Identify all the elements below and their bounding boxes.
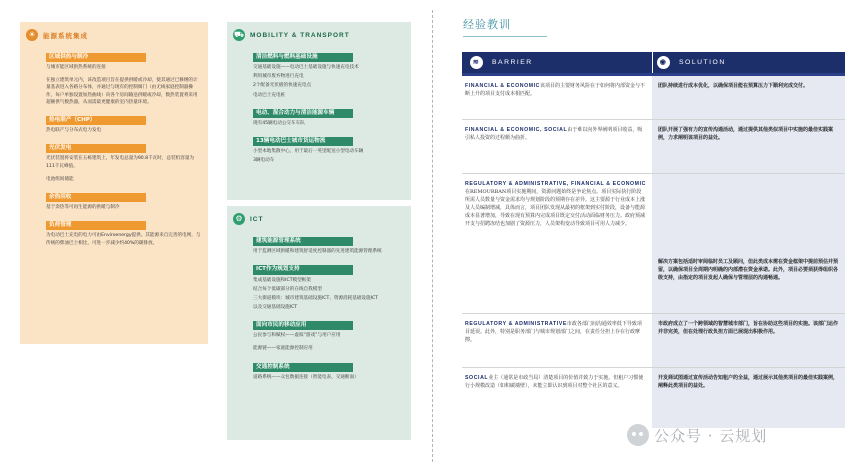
section-text: 集成基础设施和ICT模型框架 [253, 277, 311, 283]
section-text: 热电联产与分布式电力发电 [46, 128, 102, 134]
watermark [627, 424, 767, 446]
section-text: 基于余热等可再生能源的供暖与制冷 [46, 205, 120, 211]
table-row [462, 314, 845, 368]
section-text: 三大街道模块：城市建筑基础设施ICT、资源消耗基础设施ICT [253, 295, 378, 301]
barrier-cell [462, 120, 652, 173]
ict-section [227, 311, 411, 352]
section-text: 为电动巴士充电的电力可由Enviroenergy提供。其能源来自完善的电网，与传统的柴油巴士相比，可进一步减少约40%的碳排放。 [46, 233, 201, 246]
barrier-keyword: FINANCIAL & ECONOMIC, SOCIAL [465, 127, 568, 133]
mobility-section [227, 43, 411, 99]
section-title: 建筑能源管理系统 [253, 237, 353, 246]
section-text: 公民参与和赋权——虚拟“游戏”与用户应用 [253, 333, 341, 339]
mobility-section [227, 127, 411, 164]
ict-section [227, 353, 411, 381]
section-title: 区域供热与制冷 [46, 53, 146, 62]
section-text: 光伏装置将安装在五栋建筑上，年发电总量为90.8千瓦时，总装机容量为111千瓦峰值。 [46, 156, 195, 169]
lightbulb-icon: ◉ [657, 56, 670, 69]
section-text: 与城市能区域供热系统的连接 [46, 65, 106, 71]
mobility-panel-header [227, 22, 411, 43]
solution-header-label: SOLUTION [679, 59, 726, 66]
solution-cell: 解决方案包括适时审阅临时员工及顾问，但此类成本需在资金框架中提前预估并预留，以确保项目全周期内明确的内部潜在资金承诺。此外，项目必要须获得组织各级支持，由指定的项目发起人确保与管理层的沟通畅通。 [652, 174, 845, 313]
barrier-keyword: REGULATORY & ADMINISTRATIVE [465, 321, 567, 327]
lessons-table-header [462, 52, 845, 76]
energy-panel-title: 能源系统集成 [43, 32, 88, 40]
lessons-table [462, 52, 845, 428]
ict-section [227, 227, 411, 255]
ict-section [227, 255, 411, 311]
section-title: 热电联产（CHP） [46, 116, 146, 125]
solution-column-header [652, 52, 845, 73]
section-text: 能源链——家庭能源控制应用 [253, 346, 313, 352]
page-divider [432, 10, 433, 462]
solution-cell: 团队持续进行成本优化，以确保项目能在预算压力下顺利完成交付。 [652, 76, 845, 119]
gear-icon: ⚙ [233, 213, 245, 225]
barrier-cell [462, 174, 652, 313]
section-text: 交通基础设施——电动巴士基础设施与快速充电技术 [253, 65, 359, 71]
section-title: 交通控制系统 [253, 363, 353, 372]
section-text: 利用城市废弃物进行充电 [253, 74, 304, 80]
ict-panel-title: ICT [250, 215, 264, 223]
watermark-text: 公众号 · 云规划 [654, 426, 768, 445]
energy-panel-header [20, 22, 208, 43]
barrier-cell [462, 368, 652, 428]
mobility-panel-title: MOBILITY & TRANSPORT [250, 31, 350, 39]
barrier-text: 在REMOURBAN项目实施期间，资源问题始终是争论焦点。项目实际执行阶段所需人员数量与资金需求均与规划阶段的预期存在差异。这主要源于行业成本上涨及人员编制增减，具体而言，项目团队发现从最初的框架到实付阶段，设备与能源成本显著增加，导致在现有预算内完成项目既定交付活动面临财务压力。政府预减开支与招聘冻结也加剧了资源压力，人员架构变动导致项目可用人力减少。 [465, 189, 646, 228]
section-title: 负荷管理 [46, 221, 146, 230]
section-text: 用于监测区域供暖和建筑舒适度控制器的先进建筑能源管理系统 [253, 249, 382, 255]
car-icon: ⛟ [233, 30, 245, 39]
section-title: 清洁燃料与燃料基础设施 [253, 53, 353, 62]
lessons-title-underline [463, 36, 547, 37]
section-text: 结合每个低碳部分的在线自我模型 [253, 286, 322, 292]
section-text: 以及交通基础设施ICT [253, 304, 298, 310]
section-title: 余热回收 [46, 193, 146, 202]
table-row [462, 76, 845, 120]
mobility-panel [227, 22, 411, 200]
solution-cell: 市政府成立了一个跨领域的智慧城市部门，旨在协助这些项目的实施。该部门运作并非完美，但在处理行政负担方面已展现出积极作用。 [652, 314, 845, 367]
table-row [462, 368, 845, 428]
solution-cell: 开发商试图通过宣传活动告知租户的全益，通过展示其他类项目的最佳实践案例，阐释此类项目的益处。 [652, 368, 845, 428]
wechat-icon [627, 424, 649, 446]
barrier-text: 由于难以向外界阐明项目收益，吸引私人投资的过程颇为曲折。 [465, 127, 643, 142]
section-text: 道路系统——众包数据连接（智能电表、交通断面） [253, 374, 359, 380]
section-title: ICT作为规划支持 [253, 265, 353, 274]
lessons-title: 经验教训 [463, 19, 511, 31]
barrier-text: 业主（通常是市政当局）清楚项目的价值并致力于实施。但租户习惯使行小规模改造（如积碳墙壁），未能立即认识到项目对整个社区的意义。 [465, 375, 644, 390]
section-title: 电动、混合动力与清洁能源车辆 [253, 109, 353, 118]
barrier-column-header [462, 52, 652, 73]
barrier-header-label: BARRIER [492, 59, 533, 66]
energy-section [20, 106, 208, 134]
energy-section [20, 211, 208, 246]
barrier-text: 该项目的主要财务风险在于如何将内部资金与不断上升的项目支付成本相匹配。 [465, 83, 646, 98]
section-title: 面向市民的移动应用 [253, 321, 353, 330]
barrier-keyword: FINANCIAL & ECONOMIC [465, 83, 541, 89]
table-row [462, 120, 845, 174]
table-row [462, 174, 845, 314]
energy-panel [20, 22, 208, 344]
barrier-cell [462, 314, 652, 367]
energy-section [20, 43, 208, 106]
barrier-keyword: SOCIAL [465, 375, 489, 381]
energy-section [20, 134, 208, 183]
section-text: 电池组间储能 [46, 176, 74, 182]
section-title: 13辆电动巴士城市货运物流 [253, 137, 353, 146]
energy-section [20, 183, 208, 211]
sun-icon: ☀ [26, 29, 38, 41]
mobility-section [227, 99, 411, 127]
section-text: 在独立建筑单元内，该改造项目旨在提供供暖或冷却，使其通过已修缮的计量基表进入各路分布体，并通过与现有的控制阀门（由无线家庭控制器操作，每户单独设置加热曲线）向各个房间输送供暖或冷却，数热装置将采用超额供气数热器，从而需最更健康的室内热量环境。 [46, 78, 198, 105]
ict-panel [227, 206, 411, 440]
barrier-text: 市政各部门间沟通效率低下导致项目延误。此外，特别是职务部门与城市规划部门之间，在责任分担上存在行政摩擦。 [465, 321, 642, 344]
section-text: 现有45辆电动公交车车队 [253, 120, 305, 126]
section-text: 电动巴士充电桩 [253, 92, 286, 98]
ict-panel-header [227, 206, 411, 227]
section-text: 小型本地集散中心，用于最后一英里配送小型电动车辆 [253, 149, 364, 155]
section-title: 光伏发电 [46, 144, 146, 153]
solution-cell: 团队开展了强有力的宣传沟通活动，通过提供其他类似项目中实施的最佳实践案例，力求阐明该项目的益处。 [652, 120, 845, 173]
section-text: 2个配备光伏板的快速充电点 [253, 83, 312, 89]
section-text: 3辆电动车 [253, 158, 275, 164]
barrier-keyword: REGULATORY & ADMINISTRATIVE, FINANCIAL & ECONOMIC [465, 181, 646, 187]
barrier-cell [462, 76, 652, 119]
barrier-logo-icon: ≋ [470, 56, 483, 69]
